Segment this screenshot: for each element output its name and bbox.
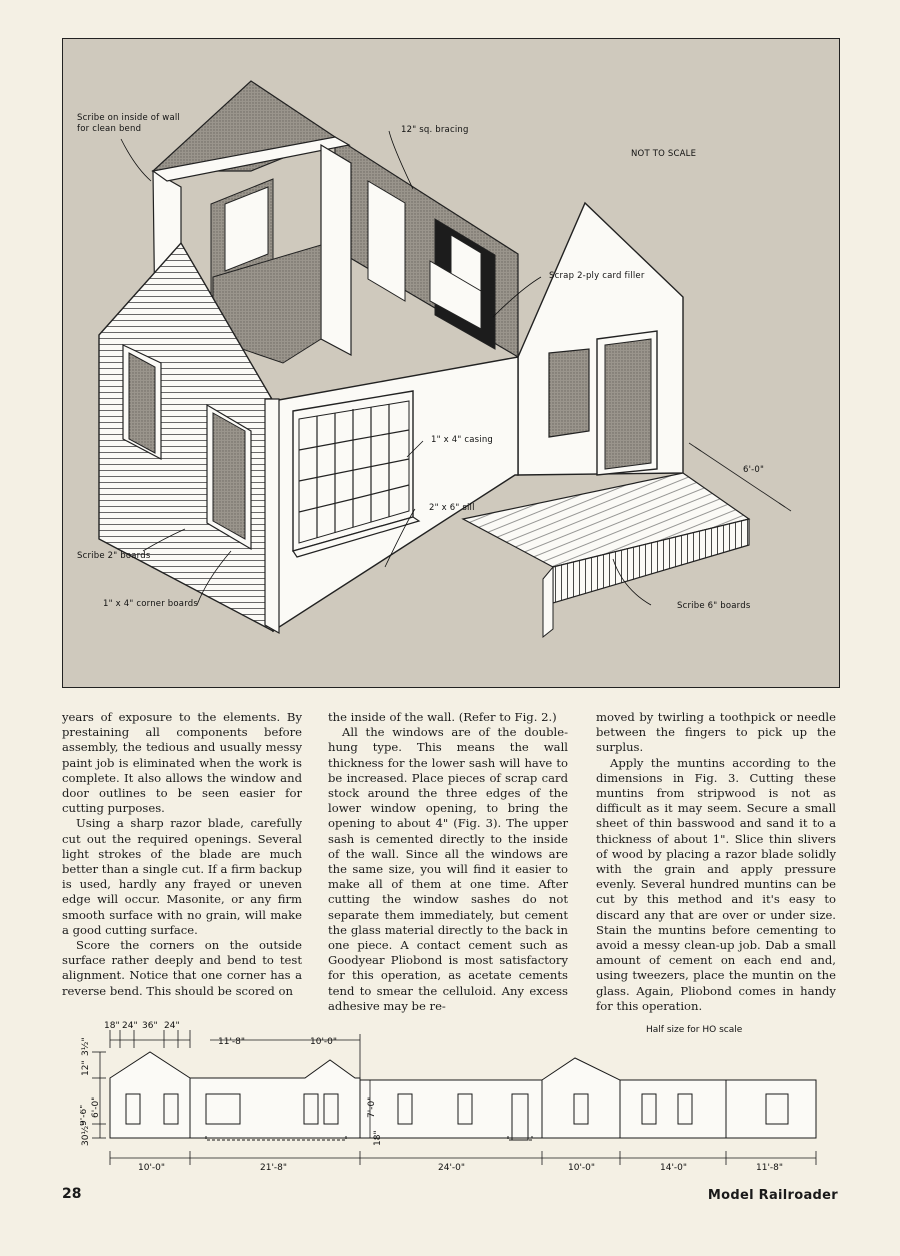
label-bracing: 12" sq. bracing: [401, 125, 469, 135]
isometric-figure: [62, 38, 840, 688]
paragraph: All the windows are of the double-hung type. This means the wall thickness for the lower sash will have to be increased. Place pieces of scrap card stock around the three edges of the lower window opening, to bring the opening to about 4" (Fig. 3). The upper sash is cemented directly to the inside of the wall. Since all the windows are the same size, you will find it easier to make all of them at one time. After cutting the window sashes do not separate them immediately, but cement the glass material directly to the back in one piece. A contact cement such as Goodyear Pliobond is most satisfactory for this operation, as acetate cements tend to smear the celluloid. Any excess adhesive may be re-: [328, 725, 568, 1013]
page-number: 28: [62, 1186, 82, 1202]
paragraph: moved by twirling a toothpick or needle between the fingers to pick up the surplus.: [596, 710, 836, 755]
dim-bottom-3: 24'-0": [438, 1163, 466, 1173]
article-column-3: [596, 710, 836, 1014]
dim-mid-b: 18": [373, 1130, 383, 1146]
label-scribe-inside: Scribe on inside of wall for clean bend: [77, 113, 180, 134]
house-drawing: [63, 39, 839, 687]
elevation-drawing: [80, 1018, 820, 1178]
dim-10-0-top: 10'-0": [310, 1037, 338, 1047]
dim-left-b: 12": [81, 1060, 91, 1076]
dim-left-d: 9'-6": [80, 1104, 89, 1126]
dim-36: 36": [142, 1021, 158, 1031]
dim-24a: 24": [122, 1021, 138, 1031]
dim-left-c: 6'-0": [91, 1096, 101, 1118]
label-corner-boards: 1" x 4" corner boards: [103, 599, 198, 609]
dim-bottom-5: 14'-0": [660, 1163, 688, 1173]
dim-bottom-4: 10'-0": [568, 1163, 596, 1173]
paragraph: Apply the muntins according to the dimensions in Fig. 3. Cutting these muntins from stripwood is not as difficult as it may seem. Secure a small sheet of thin basswood and sand it to a thickness of about 1". Slice thin slivers of wood by placing a razor blade solidly with the grain and apply pressure evenly. Several hundred muntins can be cut by this method and it's easy to discard any that are over or under size. Stain the muntins before cementing to avoid a messy clean-up job. Dab a small amount of cement on each end and, using tweezers, place the muntin on the glass. Again, Pliobond comes in handy for this operation.: [596, 755, 836, 1013]
dim-bottom-2: 21'-8": [260, 1163, 288, 1173]
label-scribe-2: Scribe 2" boards: [77, 551, 151, 561]
dim-11-8-top: 11'-8": [218, 1037, 246, 1047]
dim-18: 18": [104, 1021, 120, 1031]
paragraph: the inside of the wall. (Refer to Fig. 2.): [328, 710, 557, 724]
wall-elevation-plan: [80, 1018, 820, 1178]
dim-mid-a: 7'-0": [367, 1096, 377, 1118]
label-scribe-6: Scribe 6" boards: [677, 601, 751, 611]
label-six-ft: 6'-0": [743, 465, 765, 475]
paragraph: Using a sharp razor blade, carefully cut out the required openings. Several light strokes of the blade are much better than a single cut. If a firm backup is used, hardly any frayed or uneven edge will occur. Masonite, or any firm smooth surface with no grain, will make a good cutting surface.: [62, 816, 302, 937]
dim-bottom-6: 11'-8": [756, 1163, 784, 1173]
magazine-name: Model Railroader: [707, 1188, 838, 1203]
label-not-to-scale: NOT TO SCALE: [631, 149, 697, 159]
paragraph: Score the corners on the outside surface rather deeply and bend to test alignment. Notice that one corner has a reverse bend. This should be scored on: [62, 938, 302, 998]
label-casing: 1" x 4" casing: [431, 435, 494, 445]
label-card-filler: Scrap 2-ply card filler: [549, 271, 645, 281]
dim-24b: 24": [164, 1021, 180, 1031]
article-column-2: [328, 710, 568, 1014]
article-column-1: [62, 710, 302, 999]
dim-bottom-1: 10'-0": [138, 1163, 166, 1173]
plan-caption: Half size for HO scale: [646, 1025, 743, 1035]
paragraph: years of exposure to the elements. By prestaining all components before assembly, the tedious and usually messy paint job is eliminated when the work is complete. It also allows the window and door outlines to be seen easier for cutting purposes.: [62, 710, 302, 816]
label-sill: 2" x 6" sill: [429, 503, 475, 513]
dim-left-e: 30½": [81, 1121, 91, 1146]
dim-left-a: 3½": [81, 1037, 91, 1056]
